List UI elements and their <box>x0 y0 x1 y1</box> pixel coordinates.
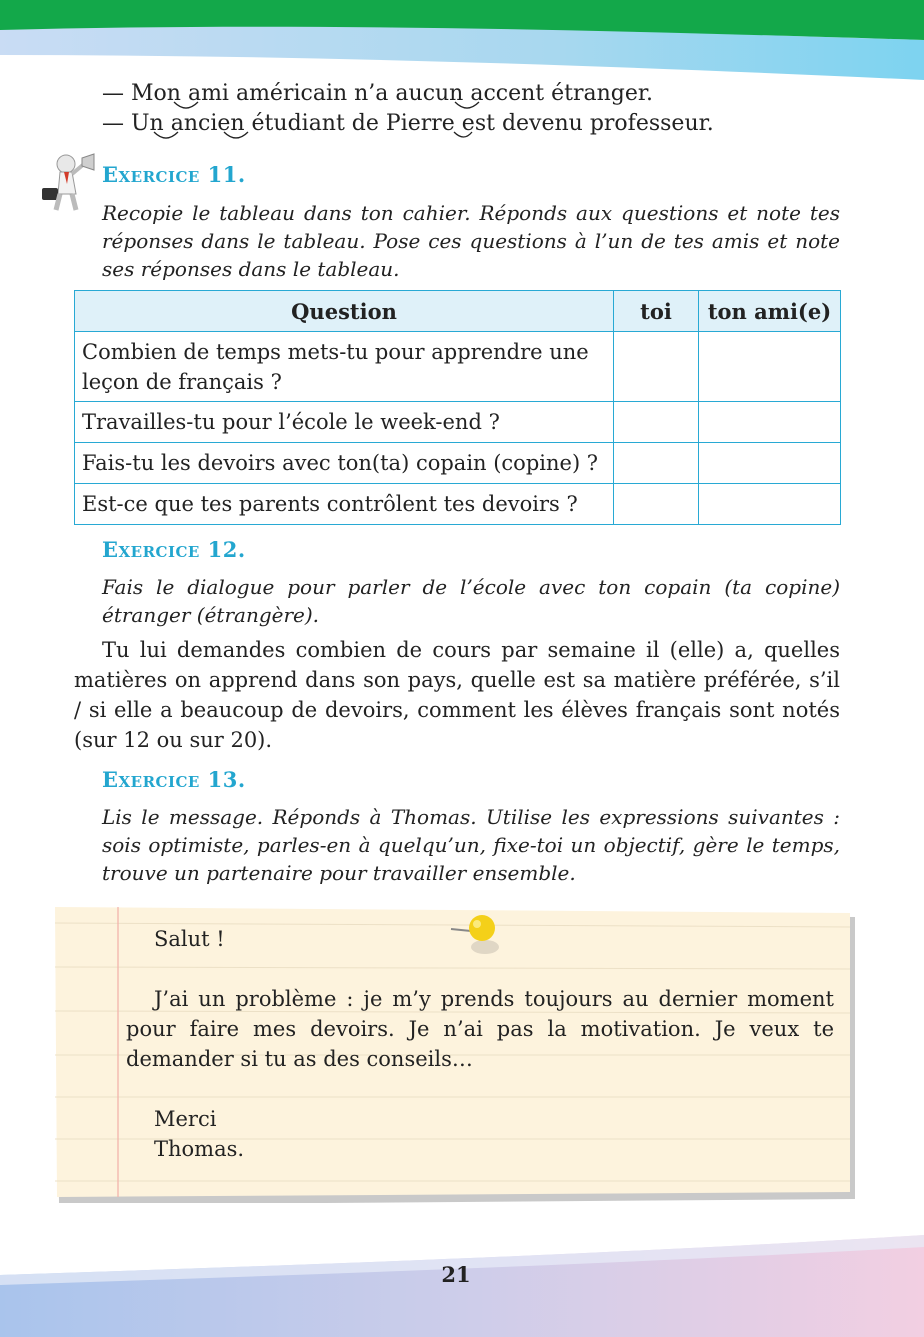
table-row <box>75 332 841 402</box>
column-header-toi: toi <box>614 291 699 332</box>
table-row <box>75 443 841 484</box>
liaison-example-1: — Mon ami américain n’a aucun accent étranger. <box>102 81 653 106</box>
exercise-12-instruction: Fais le dialogue pour parler de l’école avec ton copain (ta copine) étranger (étrangère). <box>102 575 840 627</box>
liaison-example-2: — Un ancien étudiant de Pierre est devenu professeur. <box>102 111 714 136</box>
megaphone-mascot-icon <box>36 150 100 214</box>
note-greeting: Salut ! <box>154 927 225 951</box>
table-header-row <box>75 291 841 332</box>
column-header-ton-ami: ton ami(e) <box>699 291 841 332</box>
liaison-arc <box>102 110 112 120</box>
answer-cell-ami <box>699 402 841 443</box>
liaison-arc <box>102 80 112 90</box>
column-header-question: Question <box>75 291 614 332</box>
exercise-12-title: Exercice 12. <box>102 537 246 562</box>
exercise-13-title: Exercice 13. <box>102 767 246 792</box>
answer-cell-ami <box>699 443 841 484</box>
exercise-12-paragraph: Tu lui demandes combien de cours par semaine il (elle) a, quelles matières on apprend dans son pays, quelle est sa matière préférée, s’il / si elle a beaucoup de devoirs, comment les élèves français sont notés (sur 12 ou sur 20). <box>74 638 840 752</box>
note-closing: Merci <box>154 1107 217 1131</box>
table-row <box>75 484 841 525</box>
answer-cell-ami <box>699 484 841 525</box>
note-body: J’ai un problème : je m’y prends toujours au dernier moment pour faire mes devoirs. Je n’ai pas la motivation. Je veux te demander si tu as des conseils… <box>126 987 834 1071</box>
question-cell: Est-ce que tes parents contrôlent tes devoirs ? <box>75 484 614 525</box>
top-banner <box>0 0 924 90</box>
exercise-11-table <box>74 290 841 525</box>
exercise-11-title: Exercice 11. <box>102 162 246 187</box>
question-cell: Fais-tu les devoirs avec ton(ta) copain (copine) ? <box>75 443 614 484</box>
answer-cell-toi <box>614 443 699 484</box>
question-cell: Travailles-tu pour l’école le week-end ? <box>75 402 614 443</box>
exercise-11-instruction: Recopie le tableau dans ton cahier. Réponds aux questions et note tes réponses dans le tableau. Pose ces questions à l’un de tes amis et note ses réponses dans le tableau. <box>102 201 840 281</box>
answer-cell-ami <box>699 332 841 402</box>
answer-cell-toi <box>614 484 699 525</box>
page-number: 21 <box>441 1262 471 1287</box>
answer-cell-toi <box>614 402 699 443</box>
exercise-13-instruction: Lis le message. Réponds à Thomas. Utilise les expressions suivantes : sois optimiste, parles-en à quelqu’un, fixe-toi un objectif, gère le temps, trouve un partenaire pour travailler ensemble. <box>102 805 840 885</box>
note-signature: Thomas. <box>154 1137 245 1161</box>
table-row <box>75 402 841 443</box>
answer-cell-toi <box>614 332 699 402</box>
question-cell: Combien de temps mets-tu pour apprendre une leçon de français ? <box>75 332 614 402</box>
